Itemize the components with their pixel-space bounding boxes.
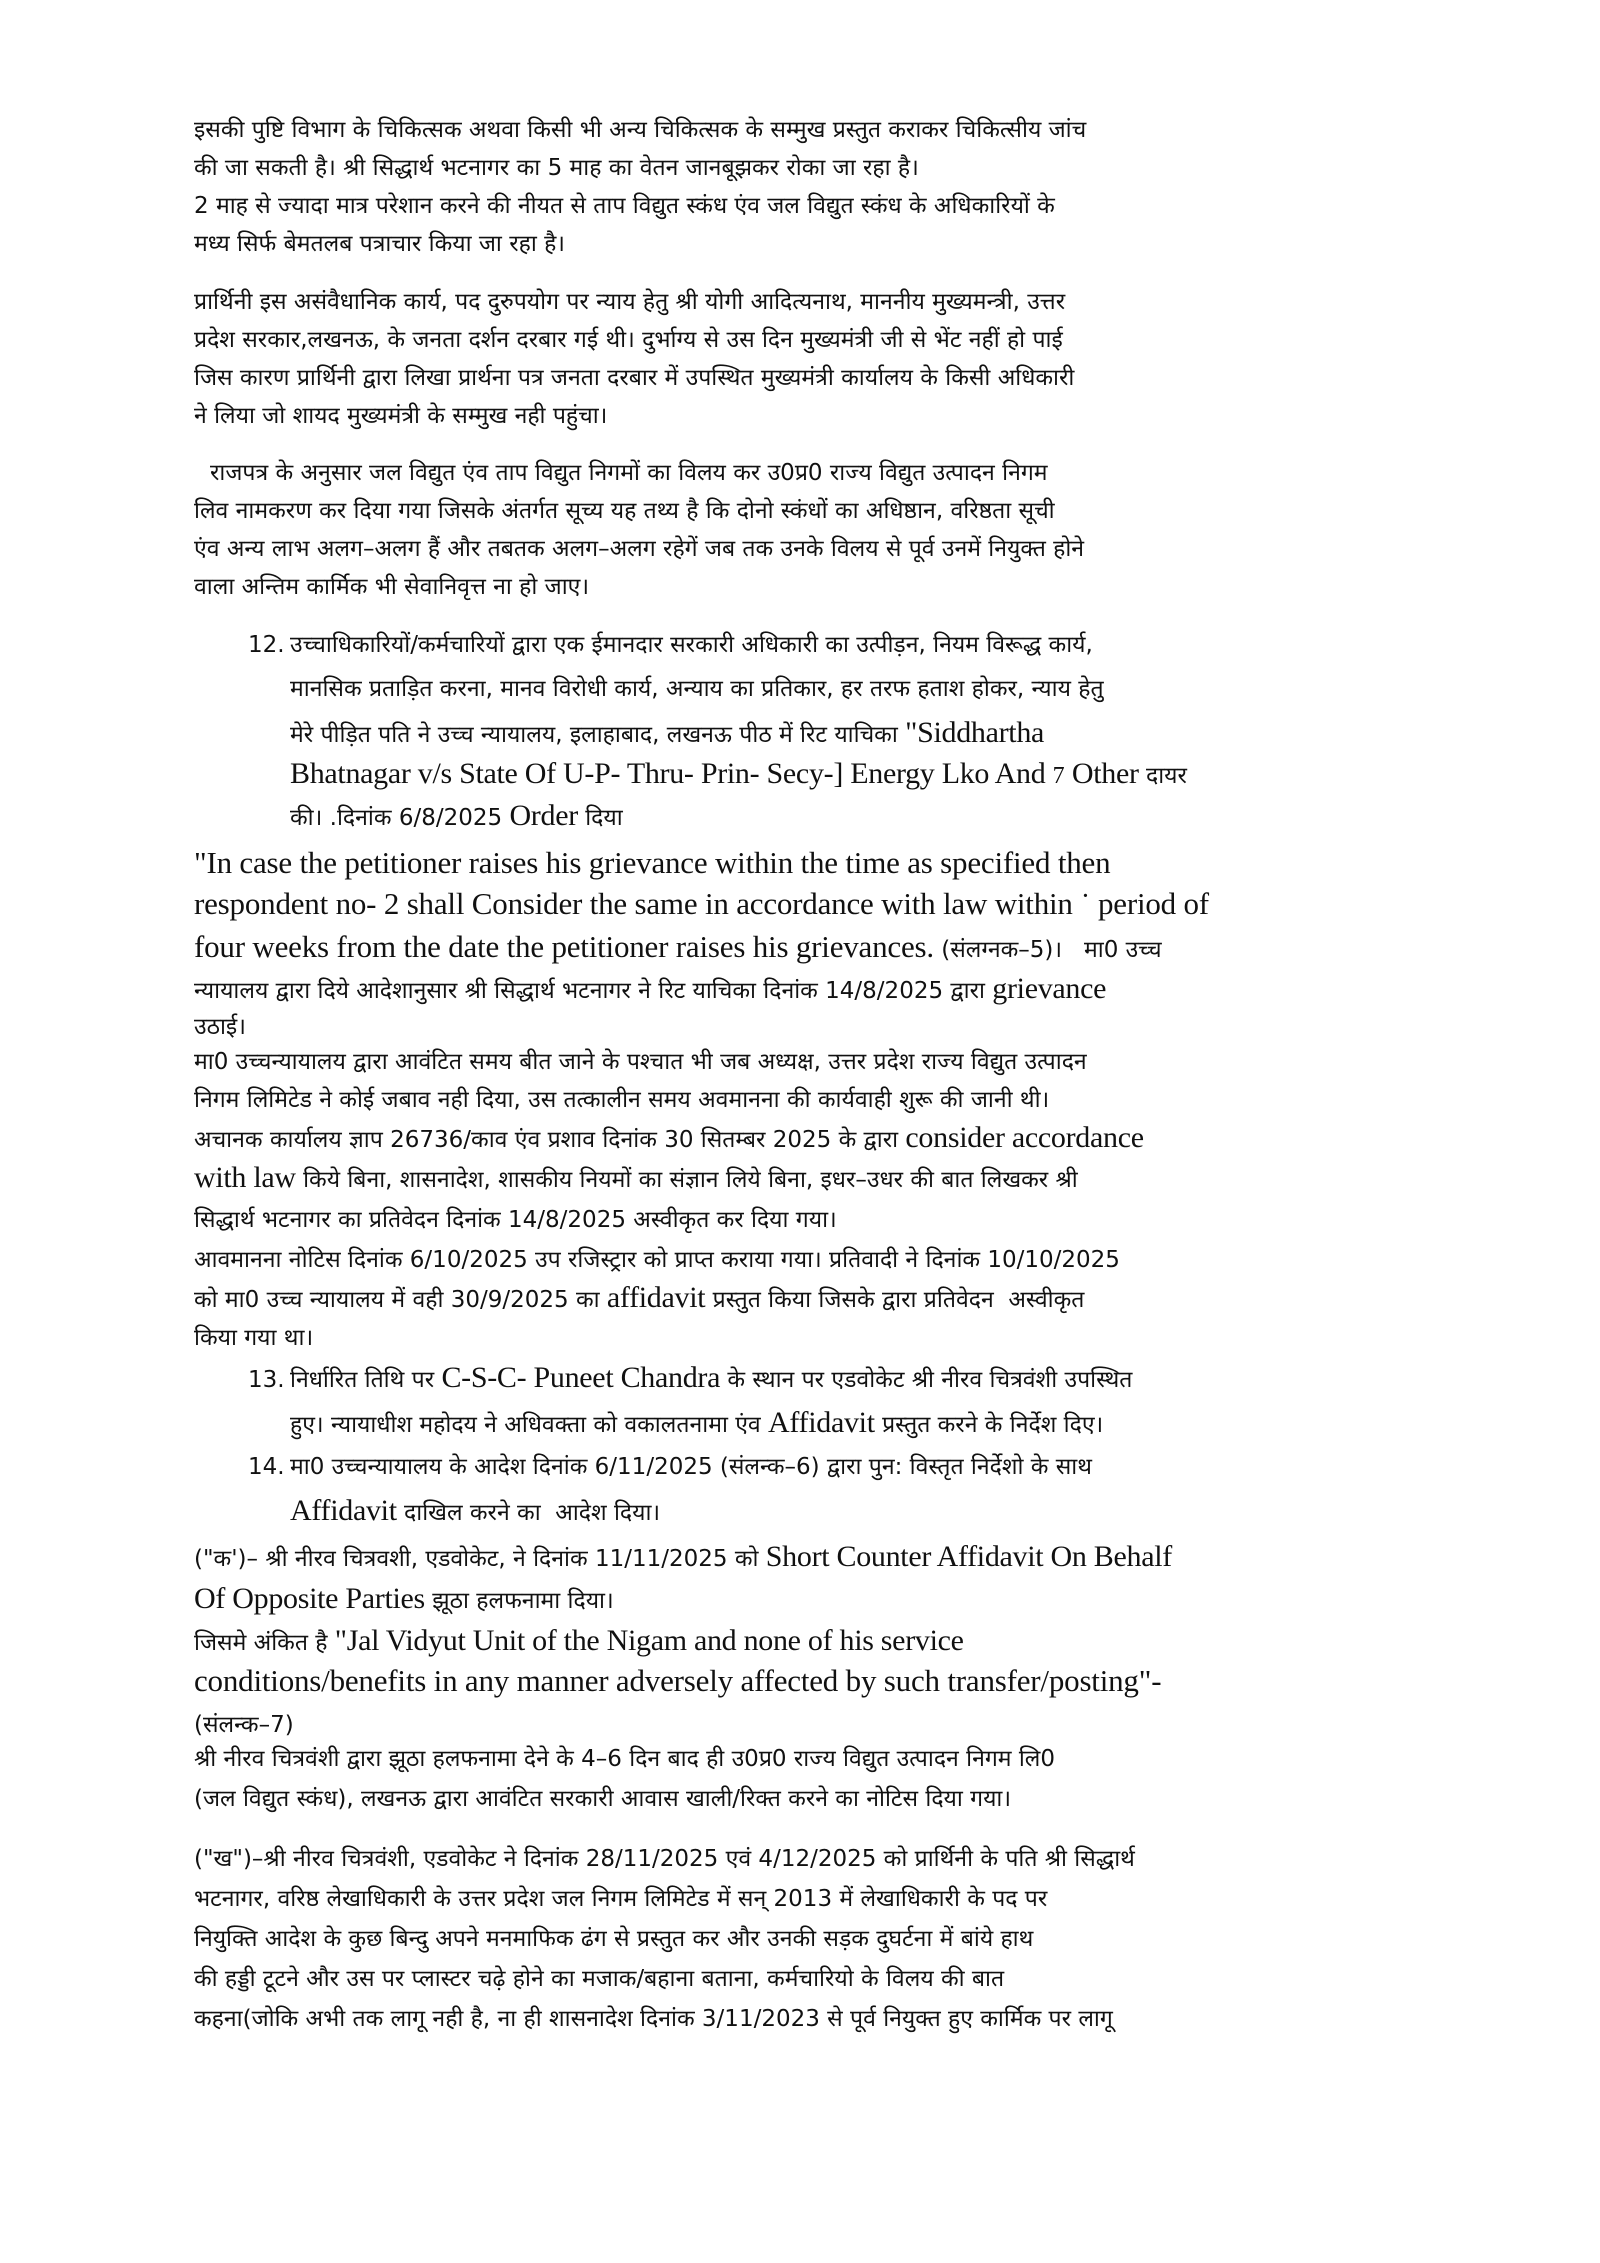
list-item-13-line	[248, 1361, 1407, 1397]
paragraph-line: निगम लिमिटेड ने कोई जबाव नही दिया, उस तत्कालीन समय अवमानना की कार्यवाही शुरू की जानी थी।	[194, 1087, 1050, 1113]
paragraph-line: उठाई।	[194, 1014, 246, 1040]
text: मेरे पीड़ित पति ने उच्च न्यायालय, इलाहाबाद, लखनऊ पीठ में रिट याचिका	[290, 722, 906, 748]
paragraph-line: राजपत्र के अनुसार जल विद्युत एंव ताप विद्युत निगमों का विलय कर उ0प्र0 राज्य विद्युत उत्पादन निगम	[210, 460, 1048, 486]
case-title: Bhatnagar v/s State Of U-P- Thru- Prin- Secy-] Energy Lko And	[290, 757, 1053, 790]
court-order-quote: respondent no- 2 shall Consider the same in accordance with law within ˙ period of	[194, 886, 1209, 921]
affidavit-quote: "Jal Vidyut Unit of the Nigam and none of his service	[334, 1624, 964, 1657]
court-order-quote: "In case the petitioner raises his grievance within the time as specified then	[194, 845, 1111, 880]
list-item-12-line	[290, 716, 1407, 752]
paragraph-line: 2 माह से ज्यादा मात्र परेशान करने की नीयत से ताप विद्युत स्कंध एंव जल विद्युत स्कंध के अधिकारियों के	[194, 193, 1055, 219]
text: हुए। न्यायाधीश महोदय ने अधिवक्ता को वकालतनामा एंव	[290, 1412, 769, 1438]
paragraph-line: इसकी पुष्टि विभाग के चिकित्सक अथवा किसी भी अन्य चिकित्सक के सम्मुख प्रस्तुत कराकर चिकित्सीय जांच	[194, 117, 1087, 143]
text: दिया	[577, 805, 623, 831]
paragraph-line: प्रदेश सरकार,लखनऊ, के जनता दर्शन दरबार गई थी। दुर्भाग्य से उस दिन मुख्यमंत्री जी से भेंट नहीं हो पाई	[194, 327, 1063, 353]
text: अचानक कार्यालय ज्ञाप 26736/काव एंव प्रशाव दिनांक 30 सितम्बर 2025 के द्वारा	[194, 1127, 906, 1153]
paragraph-line	[194, 1161, 1407, 1197]
list-item-12-line	[290, 799, 1407, 835]
list-item-12-line	[290, 757, 1407, 793]
text: को मा0 उच्च न्यायालय में वही 30/9/2025 का	[194, 1287, 607, 1313]
paragraph-line: प्रार्थिनी इस असंवैधानिक कार्य, पद दुरुपयोग पर न्याय हेतु श्री योगी आदित्यनाथ, माननीय मुख्यमन्त्री, उत्तर	[194, 289, 1066, 315]
paragraph-line: मध्य सिर्फ बेमतलब पत्राचार किया जा रहा है।	[194, 231, 566, 257]
english-text: consider accordance	[905, 1121, 1144, 1154]
text: की। .दिनांक 6/8/2025	[290, 805, 510, 831]
paragraph-line: किया गया था।	[194, 1325, 314, 1351]
paragraph-line	[194, 1582, 1407, 1618]
paragraph-line: जिस कारण प्रार्थिनी द्वारा लिखा प्रार्थना पत्र जनता दरबार में उपस्थित मुख्यमंत्री कार्यालय के किसी अधिकारी	[194, 365, 1075, 391]
english-text: Affidavit	[768, 1406, 875, 1439]
text: (संलग्नक–5)। मा0 उच्च	[933, 937, 1162, 963]
case-title: Other	[1064, 757, 1139, 790]
text: प्रस्तुत किया जिसके द्वारा प्रतिवेदन अस्वीकृत	[705, 1287, 1085, 1313]
paragraph-line	[194, 1540, 1407, 1576]
court-order-quote	[194, 930, 1407, 967]
list-item-14-line	[290, 1494, 1407, 1530]
text: प्रस्तुत करने के निर्देश दिए।	[874, 1412, 1104, 1438]
text: किये बिना, शासनादेश, शासकीय नियमों का संज्ञान लिये बिना, इधर–उधर की बात लिखकर श्री	[295, 1167, 1078, 1193]
text: दायर	[1138, 763, 1187, 789]
paragraph-line	[194, 972, 1407, 1008]
paragraph-line: सिद्धार्थ भटनागर का प्रतिवेदन दिनांक 14/8/2025 अस्वीकृत कर दिया गया।	[194, 1207, 837, 1233]
paragraph-line: आवमानना नोटिस दिनांक 6/10/2025 उप रजिस्ट्रार को प्राप्त कराया गया। प्रतिवादी ने दिनांक 10/10/2025	[194, 1247, 1120, 1273]
paragraph-line: (संलन्क–7)	[194, 1712, 294, 1738]
paragraph-line	[194, 1624, 1407, 1660]
text: निर्धारित तिथि पर	[290, 1367, 442, 1393]
paragraph-line: ("ख")–श्री नीरव चित्रवंशी, एडवोकेट ने दिनांक 28/11/2025 एवं 4/12/2025 को प्रार्थिनी के पति श्री सिद्धार्थ	[194, 1846, 1135, 1872]
list-item-12-line	[248, 628, 1407, 662]
paragraph-line: भटनागर, वरिष्ठ लेखाधिकारी के उत्तर प्रदेश जल निगम लिमिटेड में सन् 2013 में लेखाधिकारी के पद पर	[194, 1886, 1048, 1912]
english-text: with law	[194, 1161, 296, 1194]
text: जिसमे अंकित है	[194, 1630, 335, 1656]
paragraph-line: कहना(जोकि अभी तक लागू नही है, ना ही शासनादेश दिनांक 3/11/2023 से पूर्व नियुक्त हुए कार्मिक पर लागू	[194, 2006, 1113, 2032]
order-text: Order	[509, 799, 578, 832]
case-count: 7	[1052, 763, 1065, 789]
english-text: affidavit	[606, 1281, 706, 1314]
list-number: 13.	[248, 1367, 285, 1393]
english-text: Short Counter Affidavit On Behalf	[765, 1540, 1172, 1573]
text: के स्थान पर एडवोकेट श्री नीरव चित्रवंशी उपस्थित	[720, 1367, 1133, 1393]
list-number: 12.	[248, 632, 285, 658]
case-title: "Siddhartha	[905, 716, 1045, 749]
paragraph-line	[194, 1281, 1407, 1317]
paragraph-line: श्री नीरव चित्रवंशी द्वारा झूठा हलफनामा देने के 4–6 दिन बाद ही उ0प्र0 राज्य विद्युत उत्पादन निगम लि0	[194, 1746, 1056, 1772]
affidavit-quote: conditions/benefits in any manner adversely affected by such transfer/posting"-	[194, 1663, 1162, 1698]
paragraph-line	[194, 1121, 1407, 1157]
paragraph-line: मा0 उच्चन्यायालय द्वारा आवंटित समय बीत जाने के पश्चात भी जब अध्यक्ष, उत्तर प्रदेश राज्य विद्युत उत्पादन	[194, 1049, 1087, 1075]
text: ("क')– श्री नीरव चित्रवशी, एडवोकेट, ने दिनांक 11/11/2025 को	[194, 1546, 766, 1572]
english-text: C-S-C- Puneet Chandra	[441, 1361, 721, 1394]
list-item-12-line: मानसिक प्रताड़ित करना, मानव विरोधी कार्य, अन्याय का प्रतिकार, हर तरफ हताश होकर, न्याय हेतु	[290, 676, 1104, 702]
grievance-text: grievance	[992, 972, 1107, 1005]
english-text: Of Opposite Parties	[194, 1582, 425, 1615]
paragraph-line: नियुक्ति आदेश के कुछ बिन्दु अपने मनमाफिक ढंग से प्रस्तुत कर और उनकी सड़क दुघर्टना में बांये हाथ	[194, 1926, 1034, 1952]
text: मा0 उच्चन्यायालय के आदेश दिनांक 6/11/2025 (संलन्क–6) द्वारा पुन: विस्तृत निर्देशो के साथ	[290, 1454, 1092, 1480]
paragraph-line: वाला अन्तिम कार्मिक भी सेवानिवृत्त ना हो जाए।	[194, 574, 590, 600]
paragraph-line: लिव नामकरण कर दिया गया जिसके अंतर्गत सूच्य यह तथ्य है कि दोनो स्कंधों का अधिष्ठान, वरिष्ठता सूची	[194, 498, 1055, 524]
quote-text: four weeks from the date the petitioner raises his grievances.	[194, 929, 934, 964]
paragraph-line: एंव अन्य लाभ अलग–अलग हैं और तबतक अलग–अलग रहेगें जब तक उनके विलय से पूर्व उनमें नियुक्त होने	[194, 536, 1085, 562]
english-text: Affidavit	[290, 1494, 397, 1527]
paragraph-line: की जा सकती है। श्री सिद्धार्थ भटनागर का 5 माह का वेतन जानबूझकर रोका जा रहा है।	[194, 155, 919, 181]
text: उच्चाधिकारियों/कर्मचारियों द्वारा एक ईमानदार सरकारी अधिकारी का उत्पीड़न, नियम विरूद्ध कार्य,	[290, 632, 1093, 658]
text: झूठा हलफनामा दिया।	[424, 1588, 614, 1614]
list-item-14-line	[248, 1450, 1407, 1484]
text: दाखिल करने का आदेश दिया।	[396, 1500, 661, 1526]
paragraph-line: (जल विद्युत स्कंध), लखनऊ द्वारा आवंटित सरकारी आवास खाली/रिक्त करने का नोटिस दिया गया।	[194, 1786, 1012, 1812]
text: न्यायालय द्वारा दिये आदेशानुसार श्री सिद्धार्थ भटनागर ने रिट याचिका दिनांक 14/8/2025 द्वारा	[194, 978, 993, 1004]
list-item-13-line	[290, 1406, 1407, 1442]
list-number: 14.	[248, 1454, 285, 1480]
paragraph-line: ने लिया जो शायद मुख्यमंत्री के सम्मुख नही पहुंचा।	[194, 403, 608, 429]
paragraph-line: की हड्डी टूटने और उस पर प्लास्टर चढ़े होने का मजाक/बहाना बताना, कर्मचारियो के विलय की बात	[194, 1966, 1005, 1992]
